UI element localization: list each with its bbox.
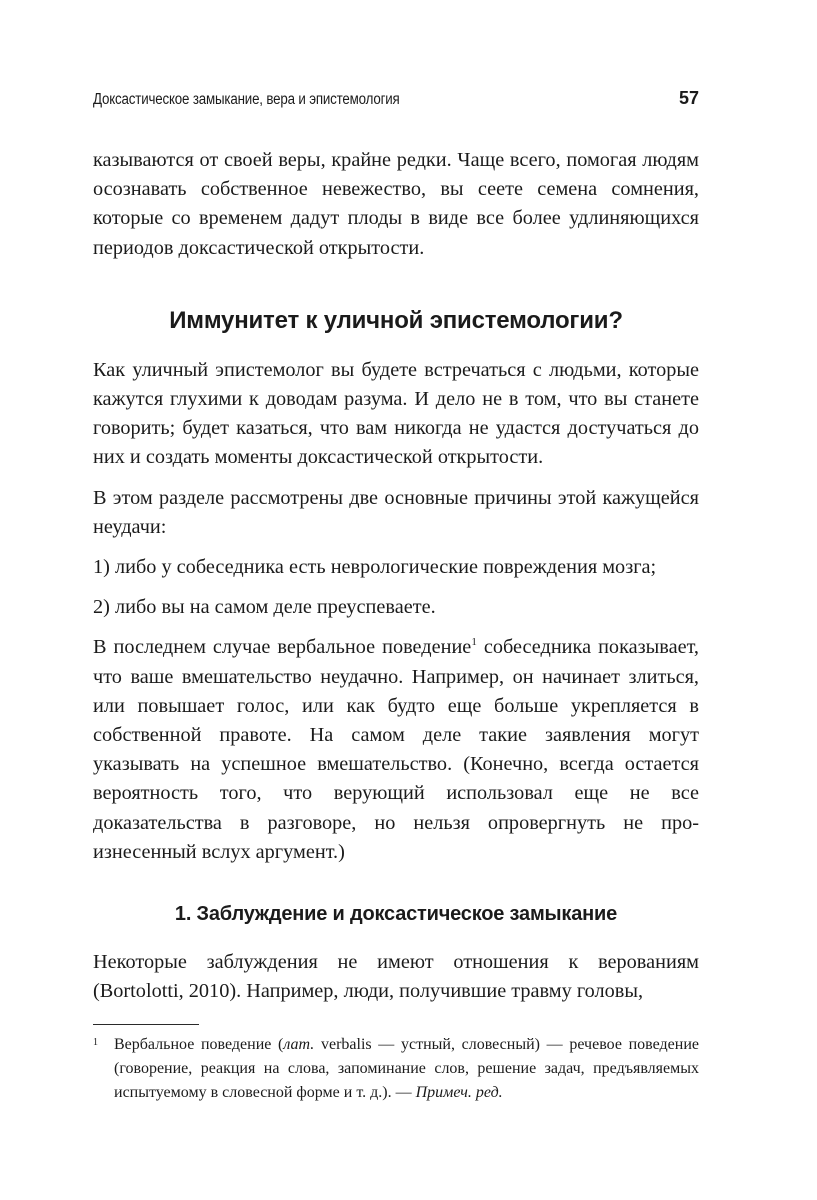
book-page xyxy=(93,88,699,1006)
page-number: 57 xyxy=(678,88,699,108)
footnote-1 xyxy=(93,1033,699,1105)
paragraph-3-start: В последнем случае вербальное поведение xyxy=(93,636,472,659)
section-paragraph-2: В этом разделе рассмотрены две основные причины этой кажущейся неудачи: xyxy=(93,486,699,538)
section-paragraph-1: Как уличный эпистемолог вы будете встречаться с людьми, которые кажутся глухими к доводам разума. И дело не в том, что вы станете говорить; будет казаться, что вам никогда не удастся достучаться до них и создать моменты доксастической открытости. xyxy=(93,358,699,469)
paragraph-3 xyxy=(93,633,699,867)
subsection-heading: 1. Заблуждение и доксастическое замыкание xyxy=(174,903,618,926)
list-item-1: 1) либо у собеседника есть неврологические повреждения мозга; xyxy=(93,556,657,579)
footnote-text xyxy=(114,1033,699,1105)
footnote-number: 1 xyxy=(93,1037,98,1048)
list-item-2: 2) либо вы на самом деле преуспеваете. xyxy=(93,596,436,619)
running-title: Доксастическое замыкание, вера и эпистемология xyxy=(93,91,400,108)
running-head xyxy=(93,88,699,118)
footnote-rule xyxy=(93,1024,199,1025)
footnote-italic-lat: лат. xyxy=(283,1036,315,1053)
footnotes xyxy=(93,1024,699,1105)
subsection-paragraph: Некоторые заблуждения не имеют отношения к верованиям (Bortolotti, 2010). Например, люди, получившие травму головы, xyxy=(93,951,699,1003)
footnote-editor-note: Примеч. ред. xyxy=(415,1084,503,1101)
paragraph-continued: казываются от своей веры, крайне редки. Чаще всего, помогая людям осознавать собственное невежество, вы сеете семена сомнения, которые со временем дадут плоды в виде все более удлиняющихся периодов доксастической открытости. xyxy=(93,149,699,259)
paragraph-3-rest: собеседника показывает, что ваше вмешательство неудачно. Например, он начинает злиться, или повышает голос, или как будто еще больше укрепляется в собственной правоте. На самом деле такие заявления могут указывать на успешное вмешательство. (Конечно, всегда остается вероятность того, что верующий использовал еще не все доказательства в разговоре, но нельзя опровергнуть не произнесенный вслух аргумент.) xyxy=(93,636,699,863)
section-heading: Иммунитет к уличной эпистемологии? xyxy=(169,306,623,334)
footnote-reference[interactable]: 1 xyxy=(471,636,477,649)
body-text xyxy=(93,146,699,1006)
footnote-text-start: Вербальное поведение ( xyxy=(114,1036,284,1053)
footnote-text-middle: verbalis — устный, словесный) — речевое поведение (говорение, реакция на слова, запоминание слов, решение задач, предъявляемых испытуемому в словесной форме и т. д.). — xyxy=(114,1036,699,1101)
